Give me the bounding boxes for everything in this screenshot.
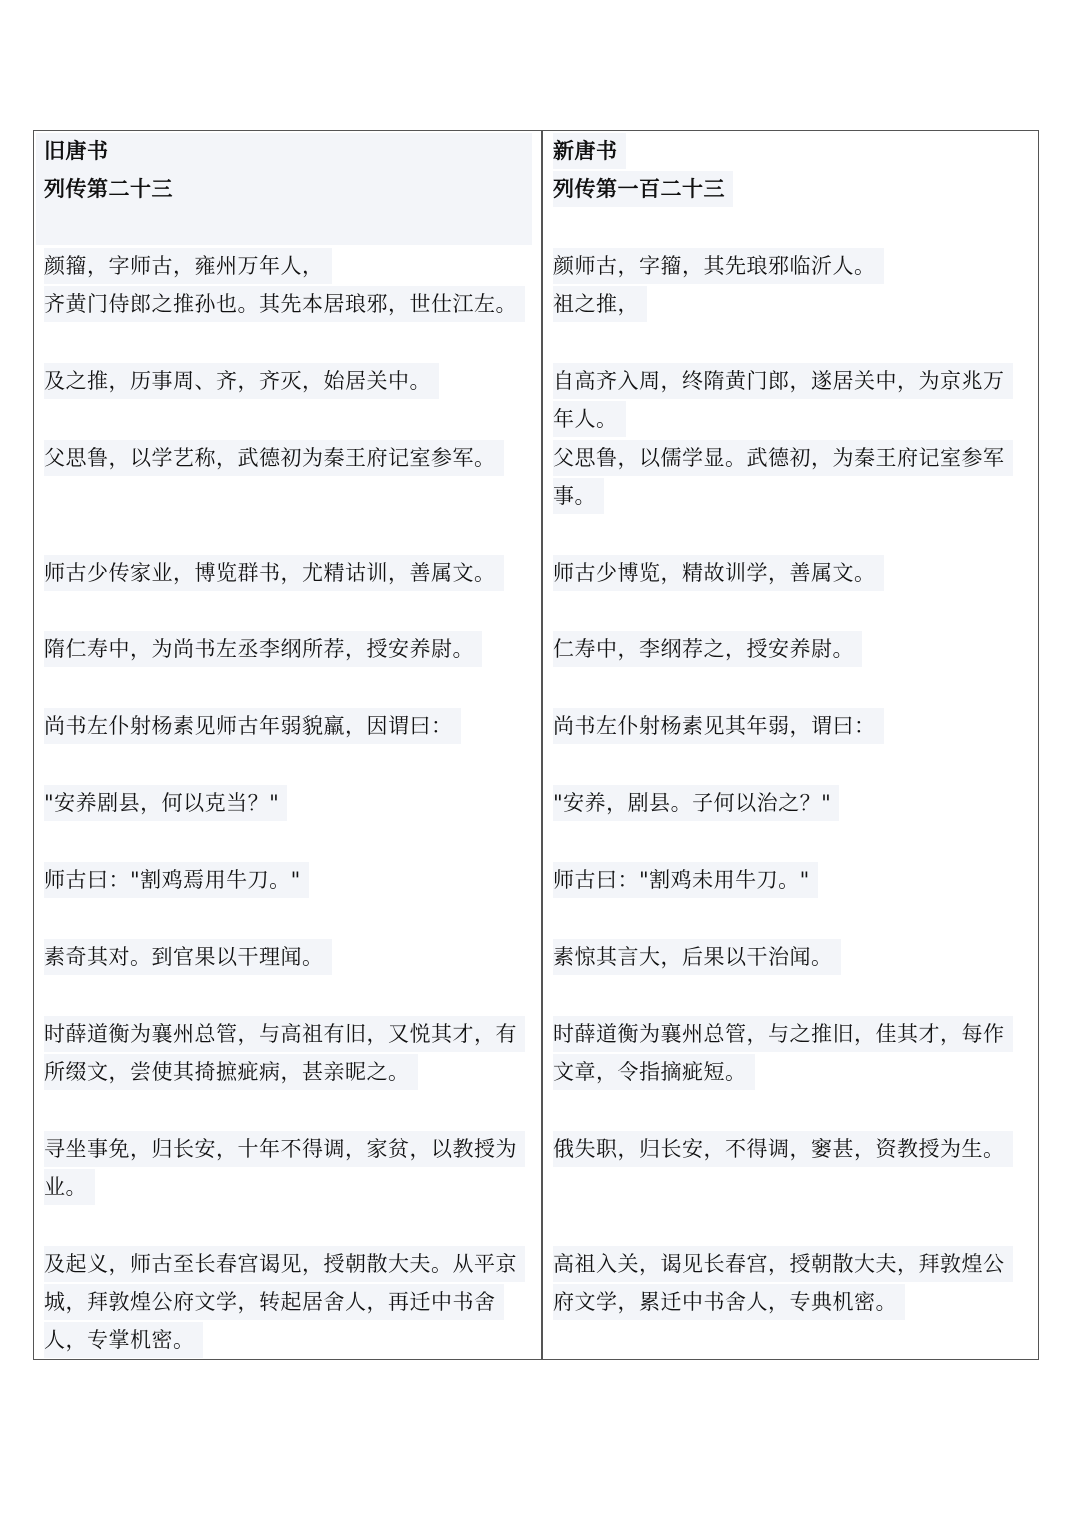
text-line: 素惊其言大，后果以干治闻。: [553, 939, 841, 975]
text-line: 隋仁寿中，为尚书左丞李纲所荐，授安养尉。: [44, 631, 482, 667]
text-line: 父思鲁，以学艺称，武德初为秦王府记室参军。: [44, 440, 504, 476]
text-line: 素奇其对。到官果以干理闻。: [44, 939, 332, 975]
text-line: 业。: [44, 1169, 95, 1205]
text-line: 颜籀，字师古，雍州万年人，: [44, 248, 332, 284]
text-line: 仁寿中，李纲荐之，授安养尉。: [553, 631, 862, 667]
text-line: 俄失职，归长安，不得调，窭甚，资教授为生。: [553, 1131, 1013, 1167]
text-line: 及之推，历事周、齐，齐灭，始居关中。: [44, 363, 439, 399]
right-book-title: 新唐书: [553, 133, 626, 169]
text-line: 文章，令指摘疵短。: [553, 1054, 755, 1090]
text-line: 自高齐入周，终隋黄门郎，遂居关中，为京兆万: [553, 363, 1013, 399]
text-line: 师古少博览，精故训学，善属文。: [553, 555, 884, 591]
text-line: 父思鲁，以儒学显。武德初，为秦王府记室参军: [553, 440, 1013, 476]
text-line: 祖之推，: [553, 286, 647, 322]
text-line: 府文学，累迁中书舍人，专典机密。: [553, 1284, 905, 1320]
text-line: 城，拜敦煌公府文学，转起居舍人，再迁中书舍: [44, 1284, 504, 1320]
right-chapter-title: 列传第一百二十三: [553, 171, 733, 207]
right-column: [543, 131, 1038, 1359]
text-line: "安养剧县，何以克当？": [44, 785, 287, 821]
text-line: 所缀文，尝使其掎摭疵病，甚亲昵之。: [44, 1054, 418, 1090]
left-book-title: 旧唐书: [44, 138, 109, 163]
text-line: 寻坐事免，归长安，十年不得调，家贫，以教授为: [44, 1131, 525, 1167]
text-line: 时薛道衡为襄州总管，与之推旧，佳其才，每作: [553, 1016, 1013, 1052]
text-line: 师古曰："割鸡焉用牛刀。": [44, 862, 309, 898]
text-line: 齐黄门侍郎之推孙也。其先本居琅邪，世仕江左。: [44, 286, 525, 322]
text-line: 事。: [553, 478, 604, 514]
text-line: 时薛道衡为襄州总管，与高祖有旧，又悦其才，有: [44, 1016, 525, 1052]
text-line: 高祖入关，谒见长春宫，授朝散大夫，拜敦煌公: [553, 1246, 1013, 1282]
text-line: 人，专掌机密。: [44, 1322, 203, 1358]
text-line: 年人。: [553, 401, 626, 437]
text-line: 颜师古，字籀，其先琅邪临沂人。: [553, 248, 884, 284]
text-line: 师古曰："割鸡未用牛刀。": [553, 862, 818, 898]
left-column: [34, 131, 541, 1359]
text-line: 尚书左仆射杨素见其年弱，谓曰：: [553, 708, 884, 744]
left-chapter-title: 列传第二十三: [44, 176, 173, 201]
text-line: 尚书左仆射杨素见师古年弱貌羸，因谓曰：: [44, 708, 461, 744]
text-line: 师古少传家业，博览群书，尤精诂训，善属文。: [44, 555, 504, 591]
text-line: "安养，剧县。子何以治之？": [553, 785, 839, 821]
text-line: 及起义，师古至长春宫谒见，授朝散大夫。从平京: [44, 1246, 525, 1282]
comparison-table: [33, 130, 1039, 1360]
